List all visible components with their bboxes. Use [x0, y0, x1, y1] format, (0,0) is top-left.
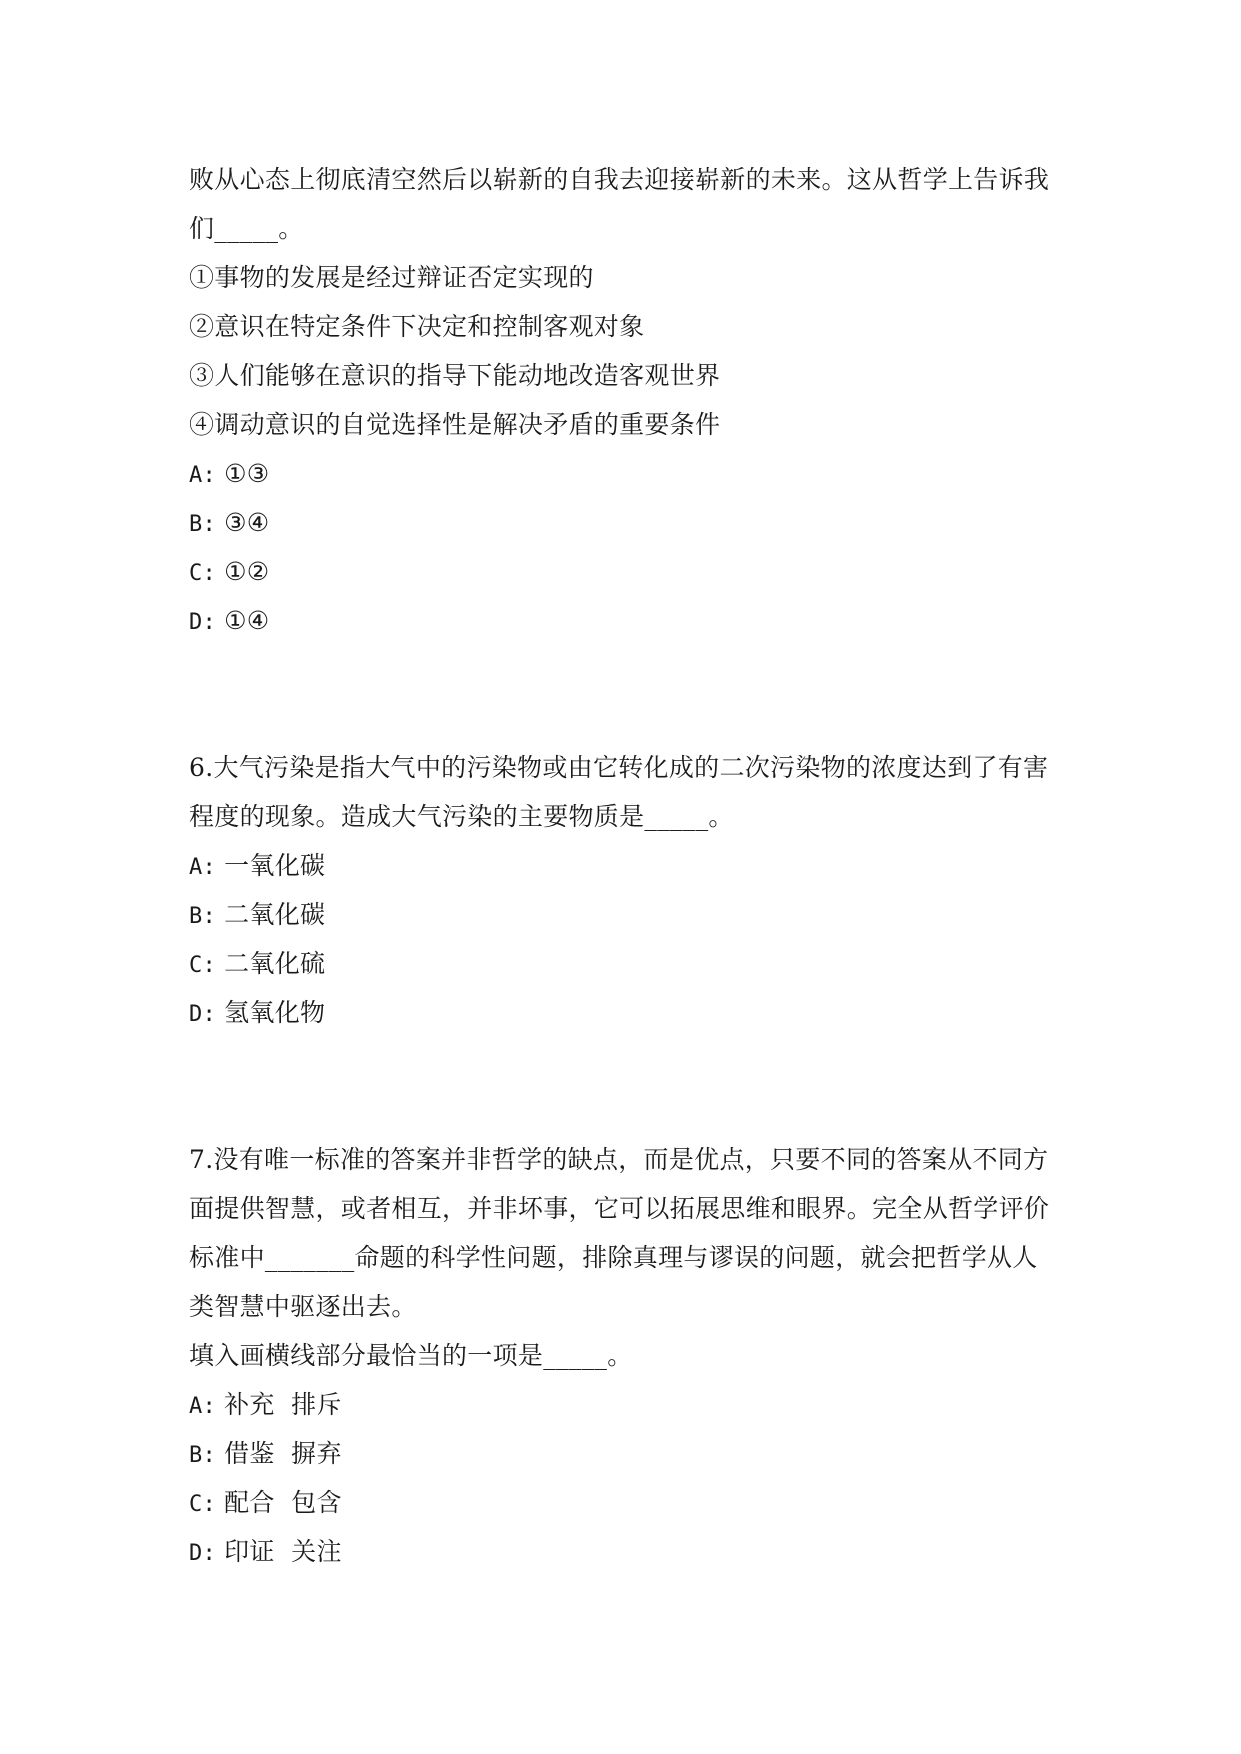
option-text: 补充 排斥: [224, 1390, 342, 1419]
question-spacer: [189, 1037, 1049, 1135]
option-text: 氢氧化物: [224, 998, 326, 1027]
option-b: [189, 498, 1049, 547]
option-d: [189, 596, 1049, 645]
question-stem-line: 标准中_______命题的科学性问题，排除真理与谬误的问题，就会把哲学从人: [189, 1243, 1038, 1272]
question-7: [189, 1135, 1049, 1576]
option-label: C:: [189, 1492, 217, 1517]
option-c: [189, 1478, 1049, 1527]
question-stem-line: 面提供智慧，或者相互，并非坏事，它可以拓展思维和眼界。完全从哲学评价: [189, 1194, 1050, 1223]
question-stem-line: 类智慧中驱逐出去。: [189, 1292, 417, 1321]
option-a: [189, 449, 1049, 498]
statement-item: ③人们能够在意识的指导下能动地改造客观世界: [189, 361, 721, 390]
option-text: 二氧化碳: [224, 900, 326, 929]
option-label: B:: [189, 904, 217, 929]
option-text: 印证 关注: [224, 1537, 342, 1566]
option-text: 二氧化硫: [224, 949, 326, 978]
option-label: A:: [189, 1394, 217, 1419]
option-a: [189, 1380, 1049, 1429]
option-c: [189, 939, 1049, 988]
statement-item: ②意识在特定条件下决定和控制客观对象: [189, 312, 645, 341]
option-label: A:: [189, 463, 217, 488]
option-b: [189, 890, 1049, 939]
option-c: [189, 547, 1049, 596]
statement-item: ①事物的发展是经过辩证否定实现的: [189, 263, 594, 292]
option-a: [189, 841, 1049, 890]
option-label: B:: [189, 1443, 217, 1468]
option-text: 一氧化碳: [224, 851, 326, 880]
question-stem-line: 7.没有唯一标准的答案并非哲学的缺点，而是优点，只要不同的答案从不同方: [189, 1145, 1049, 1174]
question-stem-line: 6.大气污染是指大气中的污染物或由它转化成的二次污染物的浓度达到了有害: [189, 753, 1049, 782]
option-text: ①③: [224, 459, 270, 488]
question-prompt-line: 填入画横线部分最恰当的一项是_____。: [189, 1341, 633, 1370]
question-stem-line: 败从心态上彻底清空然后以崭新的自我去迎接崭新的未来。这从哲学上告诉我: [189, 165, 1050, 194]
document-page: [189, 155, 1049, 1576]
option-text: ①④: [224, 606, 270, 635]
option-d: [189, 1527, 1049, 1576]
option-label: B:: [189, 512, 217, 537]
option-label: D:: [189, 1002, 217, 1027]
option-label: A:: [189, 855, 217, 880]
option-text: ①②: [224, 557, 270, 586]
option-text: ③④: [224, 508, 270, 537]
question-6: [189, 743, 1049, 1037]
question-stem-line: 们_____。: [189, 214, 304, 243]
question-spacer: [189, 645, 1049, 743]
option-label: C:: [189, 561, 217, 586]
option-text: 借鉴 摒弃: [224, 1439, 342, 1468]
option-label: D:: [189, 1541, 217, 1566]
question-stem-line: 程度的现象。造成大气污染的主要物质是_____。: [189, 802, 734, 831]
option-b: [189, 1429, 1049, 1478]
option-label: C:: [189, 953, 217, 978]
question-5: [189, 155, 1049, 645]
option-text: 配合 包含: [224, 1488, 342, 1517]
statement-item: ④调动意识的自觉选择性是解决矛盾的重要条件: [189, 410, 721, 439]
option-d: [189, 988, 1049, 1037]
option-label: D:: [189, 610, 217, 635]
